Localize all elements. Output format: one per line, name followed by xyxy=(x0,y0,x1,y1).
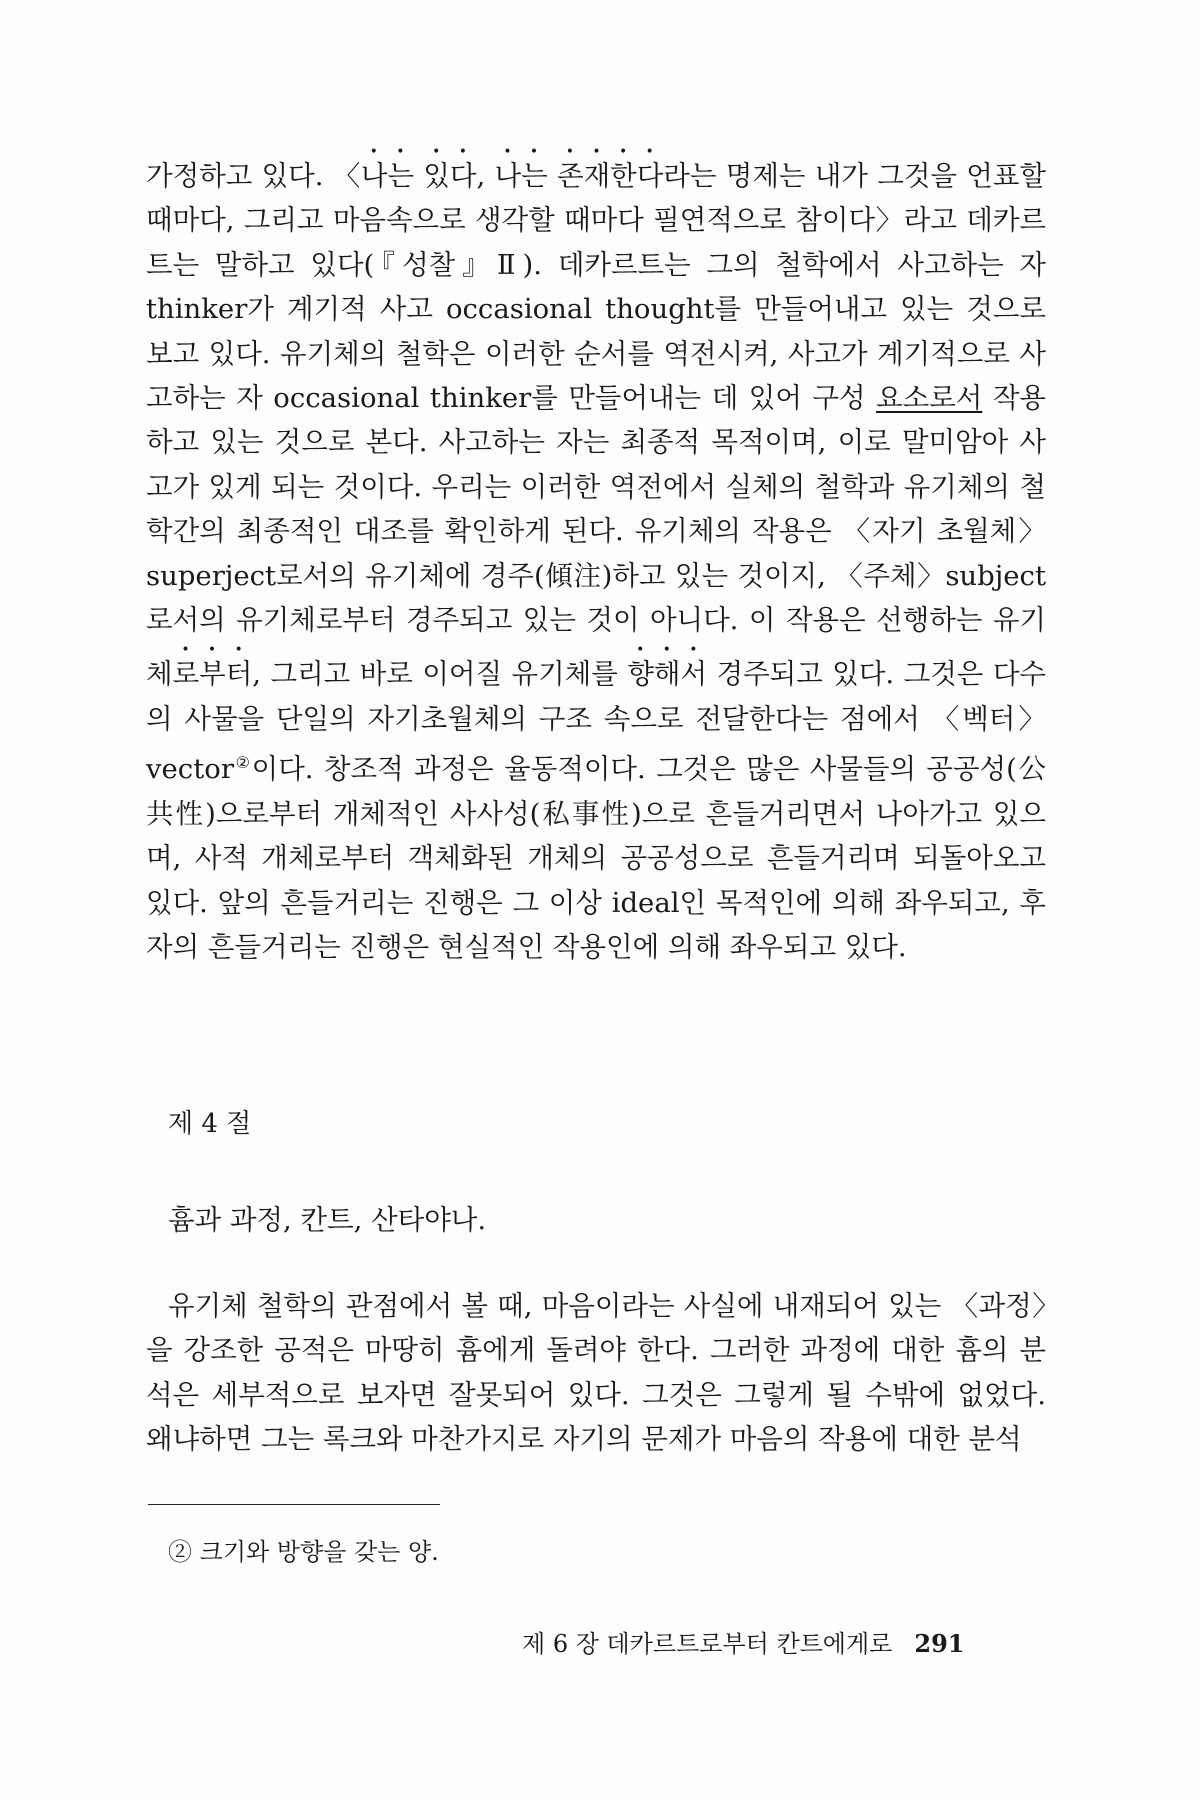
paragraph xyxy=(146,144,1046,969)
emphasized-text: 로부터 xyxy=(172,658,253,691)
footnote-reference[interactable]: ② xyxy=(233,753,252,773)
footnote: ② 크기와 방향을 갖는 양. xyxy=(168,1538,439,1566)
text-run: 작용하고 있는 것으로 본다. 사고하는 자는 최종적 목적이며, 이로 말미암아 사고가 있게 되는 것이다. 우리는 이러한 역전에서 실체의 철학과 유기체의 철학간의 최종적인 대조를 확인하게 된다. 유기체의 작용은 〈자기 초월체〉 superject로서의 유기체에 경주(傾注)하고 있는 것이지, 〈주체〉subject로서의 유기체로부터 경주되고 있는 것이 아니다. 이 작용은 선행하는 유기체 xyxy=(146,382,1046,691)
section-title: 흄과 과정, 칸트, 산타야나. xyxy=(168,1204,487,1236)
paragraph: 유기체 철학의 관점에서 볼 때, 마음이라는 사실에 내재되어 있는 〈과정〉을 강조한 공적은 마땅히 흄에게 돌려야 한다. 그러한 과정에 대한 흄의 분석은 세부적으로 보자면 잘못되어 있다. 그것은 그렇게 될 수밖에 없었다. 왜냐하면 그는 록크와 마찬가지로 자기의 문제가 마음의 작용에 대한 분석 xyxy=(146,1290,1046,1456)
chapter-title: 제 6 장 데카르트로부터 칸트에게로 xyxy=(522,1630,893,1658)
running-footer xyxy=(522,1624,964,1659)
footnote-divider xyxy=(148,1504,440,1505)
text-run: 가정하고 있다. 〈 xyxy=(146,160,361,192)
text-run: , xyxy=(476,160,495,192)
text-run: 경주되고 있다. 그것은 다수의 사물을 단일의 자기초월체의 구조 속으로 전달한다는 점에서 〈벡터〉 vector xyxy=(146,658,1047,786)
page-number: 291 xyxy=(914,1629,965,1658)
text-run: 라는 명제는 내가 그것을 언표할 때마다, 그리고 마음속으로 생각할 때마다 필연적으로 참이다〉라고 데카르트는 말하고 있다(『성찰』Ⅱ). 데카르트는 그의 철학에서 사고하는 자 thinker가 계기적 사고 occasional thought를 만들어내고 있는 것으로 보고 있다. 유기체의 철학은 이러한 순서를 역전시켜, 사고가 계기적으로 사고하는 자 occasional thinker를 만들어내는 데 있어 구성 xyxy=(146,160,1046,415)
emphasized-text: 나는 존재한다 xyxy=(494,160,664,192)
emphasized-text: 나는 있다 xyxy=(360,160,477,192)
body-text-block xyxy=(146,144,1046,969)
underlined-text: 요소로서 xyxy=(876,382,983,415)
text-run: , 그리고 바로 이어질 유기체를 xyxy=(252,658,628,691)
emphasized-text: 향해서 xyxy=(627,658,708,691)
body-text-block-2 xyxy=(146,1284,1046,1462)
section-number: 제 4 절 xyxy=(168,1109,252,1139)
text-run: 이다. 창조적 과정은 율동적이다. 그것은 많은 사물들의 공공성(公共性)으로부터 개체적인 사사성(私事性)으로 흔들거리면서 나아가고 있으며, 사적 개체로부터 객체화된 개체의 공공성으로 흔들거리며 되돌아오고 있다. 앞의 흔들거리는 진행은 그 이상 ideal인 목적인에 의해 좌우되고, 후자의 흔들거리는 진행은 현실적인 작용인에 의해 좌우되고 있다. xyxy=(146,753,1047,964)
